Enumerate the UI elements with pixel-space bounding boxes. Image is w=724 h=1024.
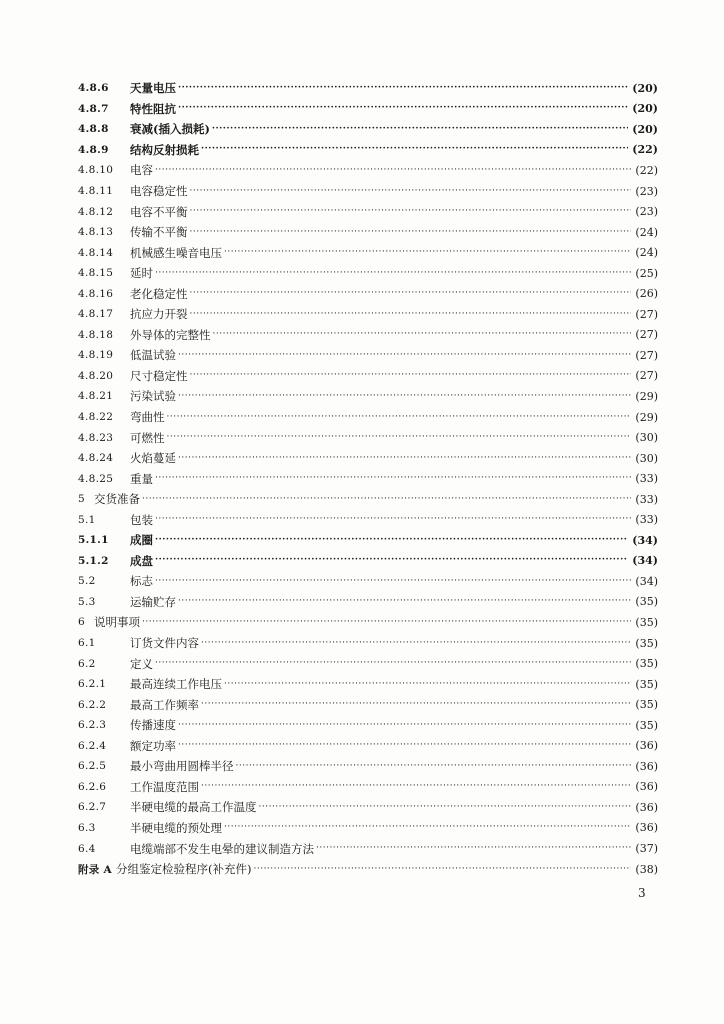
toc-number: 6.2: [78, 657, 96, 670]
toc-number: 附录 A: [78, 863, 113, 876]
toc-title: 重量: [130, 471, 153, 486]
toc-page: (36): [635, 759, 658, 773]
toc-entry: [78, 345, 658, 366]
toc-entry: [78, 304, 658, 325]
toc-page: (35): [635, 615, 658, 629]
toc-entry: [78, 859, 658, 880]
toc-leader: [155, 536, 628, 545]
toc-number: 4.8.6: [78, 82, 109, 95]
toc-number: 4.8.16: [78, 287, 114, 300]
toc-leader: [190, 289, 632, 298]
toc-title: 最小弯曲用圆棒半径: [130, 759, 234, 774]
toc-entry: [78, 407, 658, 428]
toc-entry: [78, 181, 658, 202]
toc-leader: [201, 639, 631, 648]
toc-number: 4.8.14: [78, 246, 114, 259]
toc-page: (29): [635, 389, 658, 403]
toc-entry: [78, 653, 658, 674]
toc-title: 低温试验: [130, 348, 176, 363]
toc-leader: [259, 803, 632, 812]
toc-number: 6.4: [78, 842, 96, 855]
toc-entry: [78, 201, 658, 222]
toc-number: 4.8.18: [78, 328, 114, 341]
toc-entry: [78, 386, 658, 407]
toc-title: 交货准备: [94, 492, 140, 507]
toc-title: 成盘: [130, 553, 153, 568]
toc-page: (27): [635, 348, 658, 362]
toc-page: (22): [632, 143, 658, 157]
toc-entry: [78, 468, 658, 489]
toc-leader: [201, 782, 631, 791]
toc-leader: [201, 145, 628, 154]
toc-number: 4.8.12: [78, 205, 114, 218]
toc-number: 4.8.9: [78, 143, 109, 156]
toc-number: 5.1.2: [78, 554, 109, 567]
toc-number: 6.1: [78, 637, 96, 650]
toc-page: (20): [632, 81, 658, 95]
toc-entry: [78, 78, 658, 99]
toc-leader: [212, 125, 628, 134]
toc-title: 污染试验: [130, 389, 176, 404]
toc-title: 运输贮存: [130, 594, 176, 609]
toc-entry: [78, 551, 658, 572]
toc-entry: [78, 715, 658, 736]
toc-title: 电缆端部不发生电晕的建议制造方法: [130, 841, 314, 856]
toc-number: 6.2.7: [78, 801, 107, 814]
toc-title: 说明事项: [94, 615, 140, 630]
toc-leader: [155, 659, 631, 668]
toc-entry: [78, 530, 658, 551]
toc-number: 4.8.15: [78, 267, 114, 280]
toc-leader: [224, 248, 631, 257]
toc-page: (30): [635, 451, 658, 465]
toc-entry: [78, 119, 658, 140]
toc-page: (34): [635, 574, 658, 588]
toc-title: 电容稳定性: [130, 184, 188, 198]
toc-title: 半硬电缆的最高工作温度: [130, 800, 257, 815]
toc-title: 抗应力开裂: [130, 307, 188, 322]
toc-title: 标志: [130, 574, 153, 589]
toc-leader: [190, 207, 632, 216]
toc-entry: [78, 571, 658, 592]
toc-leader: [236, 762, 632, 771]
toc-leader: [155, 577, 631, 586]
toc-number: 6.3: [78, 821, 96, 834]
toc-title: 电容不平衡: [130, 204, 188, 219]
toc-page: (24): [635, 225, 658, 239]
toc-entry: [78, 366, 658, 387]
toc-page: (35): [635, 657, 658, 671]
toc-entry: [78, 838, 658, 859]
toc-title: 外导体的完整性: [130, 327, 211, 342]
toc-entry: [78, 140, 658, 161]
page-number: 3: [638, 886, 646, 900]
toc-page: (36): [635, 821, 658, 835]
toc-number: 5: [78, 493, 85, 506]
toc-title: 工作温度范围: [130, 779, 199, 794]
toc-leader: [253, 865, 631, 874]
toc-number: 5.2: [78, 575, 96, 588]
toc-leader: [155, 556, 628, 565]
toc-entry: [78, 283, 658, 304]
toc-page: (25): [635, 266, 658, 280]
toc-number: 4.8.23: [78, 431, 114, 444]
toc-entry: [78, 736, 658, 757]
toc-page: (30): [635, 431, 658, 445]
toc-entry: [78, 592, 658, 613]
toc-page: (23): [635, 205, 658, 219]
toc-entry: [78, 694, 658, 715]
table-of-contents: [78, 78, 658, 879]
toc-page: (20): [632, 102, 658, 116]
toc-page: (35): [635, 677, 658, 691]
toc-leader: [178, 392, 631, 401]
toc-number: 4.8.13: [78, 226, 114, 239]
toc-page: (36): [635, 800, 658, 814]
toc-entry: [78, 777, 658, 798]
toc-entry: [78, 489, 658, 510]
toc-page: (22): [635, 163, 658, 177]
toc-number: 6.2.5: [78, 760, 107, 773]
toc-number: 4.8.11: [78, 185, 114, 197]
toc-entry: [78, 99, 658, 120]
toc-entry: [78, 242, 658, 263]
toc-number: 4.8.17: [78, 308, 114, 321]
toc-number: 4.8.24: [78, 452, 114, 465]
toc-leader: [224, 680, 631, 689]
toc-number: 6.2.2: [78, 698, 107, 711]
toc-page: (35): [635, 718, 658, 732]
toc-number: 4.8.10: [78, 164, 114, 177]
toc-page: (35): [635, 636, 658, 650]
toc-title: 分组鉴定检验程序(补充件): [116, 862, 252, 877]
toc-title: 特性阻抗: [130, 101, 176, 116]
toc-page: (34): [632, 554, 658, 568]
toc-entry: [78, 818, 658, 839]
toc-number: 5.1: [78, 513, 96, 526]
toc-entry: [78, 160, 658, 181]
toc-page: (20): [632, 122, 658, 136]
toc-page: (27): [635, 369, 658, 383]
toc-page: (34): [632, 533, 658, 547]
toc-leader: [190, 371, 632, 380]
toc-number: 5.3: [78, 595, 96, 608]
toc-title: 老化稳定性: [130, 286, 188, 301]
toc-leader: [155, 269, 631, 278]
toc-page: (27): [635, 307, 658, 321]
toc-title: 机械感生噪音电压: [130, 245, 222, 260]
toc-page: (33): [635, 472, 658, 486]
toc-leader: [224, 823, 631, 832]
toc-title: 成圈: [130, 533, 153, 548]
toc-entry: [78, 509, 658, 530]
toc-title: 半硬电缆的预处理: [130, 820, 222, 835]
toc-number: 4.8.21: [78, 390, 114, 403]
toc-entry: [78, 263, 658, 284]
toc-number: 4.8.7: [78, 102, 109, 115]
toc-page: (38): [635, 862, 658, 876]
toc-entry: [78, 325, 658, 346]
toc-page: (36): [635, 780, 658, 794]
toc-title: 延时: [130, 266, 153, 281]
toc-entry: [78, 756, 658, 777]
toc-title: 结构反射损耗: [130, 142, 199, 157]
toc-number: 4.8.8: [78, 123, 109, 136]
toc-number: 6.2.3: [78, 719, 107, 732]
toc-leader: [178, 84, 628, 93]
toc-page: (29): [635, 410, 658, 424]
toc-entry: [78, 448, 658, 469]
toc-title: 衰减(插入损耗): [130, 122, 210, 137]
toc-page: (35): [635, 595, 658, 609]
toc-title: 火焰蔓延: [130, 451, 176, 466]
toc-leader: [178, 454, 631, 463]
toc-title: 传播速度: [130, 718, 176, 733]
toc-leader: [190, 228, 632, 237]
toc-entry: [78, 797, 658, 818]
toc-page: (35): [635, 698, 658, 712]
toc-title: 弯曲性: [130, 410, 165, 425]
toc-leader: [178, 597, 631, 606]
toc-title: 可燃性: [130, 430, 165, 445]
toc-number: 4.8.22: [78, 411, 114, 424]
toc-entry: [78, 612, 658, 633]
toc-entry: [78, 427, 658, 448]
toc-page: (37): [635, 842, 658, 855]
toc-page: (33): [635, 513, 658, 527]
toc-leader: [201, 700, 631, 709]
toc-leader: [213, 330, 632, 339]
toc-title: 定义: [130, 656, 153, 671]
toc-entry: [78, 633, 658, 654]
toc-number: 6: [78, 616, 85, 629]
toc-leader: [155, 166, 631, 175]
toc-leader: [178, 721, 631, 730]
toc-entry: [78, 222, 658, 243]
toc-title: 包装: [130, 512, 153, 527]
toc-title: 最高连续工作电压: [130, 677, 222, 692]
toc-title: 额定功率: [130, 738, 176, 753]
toc-leader: [167, 433, 632, 442]
toc-title: 电容: [130, 163, 153, 178]
toc-page: (27): [635, 328, 658, 342]
toc-leader: [167, 413, 632, 422]
toc-leader: [178, 741, 631, 750]
toc-number: 4.8.20: [78, 369, 114, 382]
toc-title: 尺寸稳定性: [130, 368, 188, 383]
toc-leader: [155, 515, 631, 524]
toc-page: (23): [635, 184, 658, 198]
toc-page: (36): [635, 739, 658, 753]
toc-leader: [178, 104, 628, 113]
toc-leader: [142, 495, 631, 504]
toc-leader: [142, 618, 631, 627]
toc-page: (26): [635, 287, 658, 301]
toc-leader: [178, 351, 631, 360]
toc-number: 4.8.25: [78, 472, 114, 485]
toc-title: 传输不平衡: [130, 225, 188, 240]
toc-entry: [78, 674, 658, 695]
toc-number: 6.2.6: [78, 780, 107, 793]
toc-number: 5.1.1: [78, 534, 109, 547]
toc-page: (33): [635, 492, 658, 506]
toc-leader: [316, 844, 631, 853]
toc-number: 6.2.4: [78, 739, 107, 752]
toc-title: 订货文件内容: [130, 636, 199, 651]
toc-title: 最高工作频率: [130, 697, 199, 712]
toc-number: 6.2.1: [78, 678, 107, 691]
toc-page: (24): [635, 246, 658, 260]
toc-leader: [190, 310, 632, 319]
toc-number: 4.8.19: [78, 349, 114, 362]
toc-title: 天量电压: [130, 81, 176, 96]
toc-leader: [155, 474, 631, 483]
toc-leader: [190, 187, 632, 196]
